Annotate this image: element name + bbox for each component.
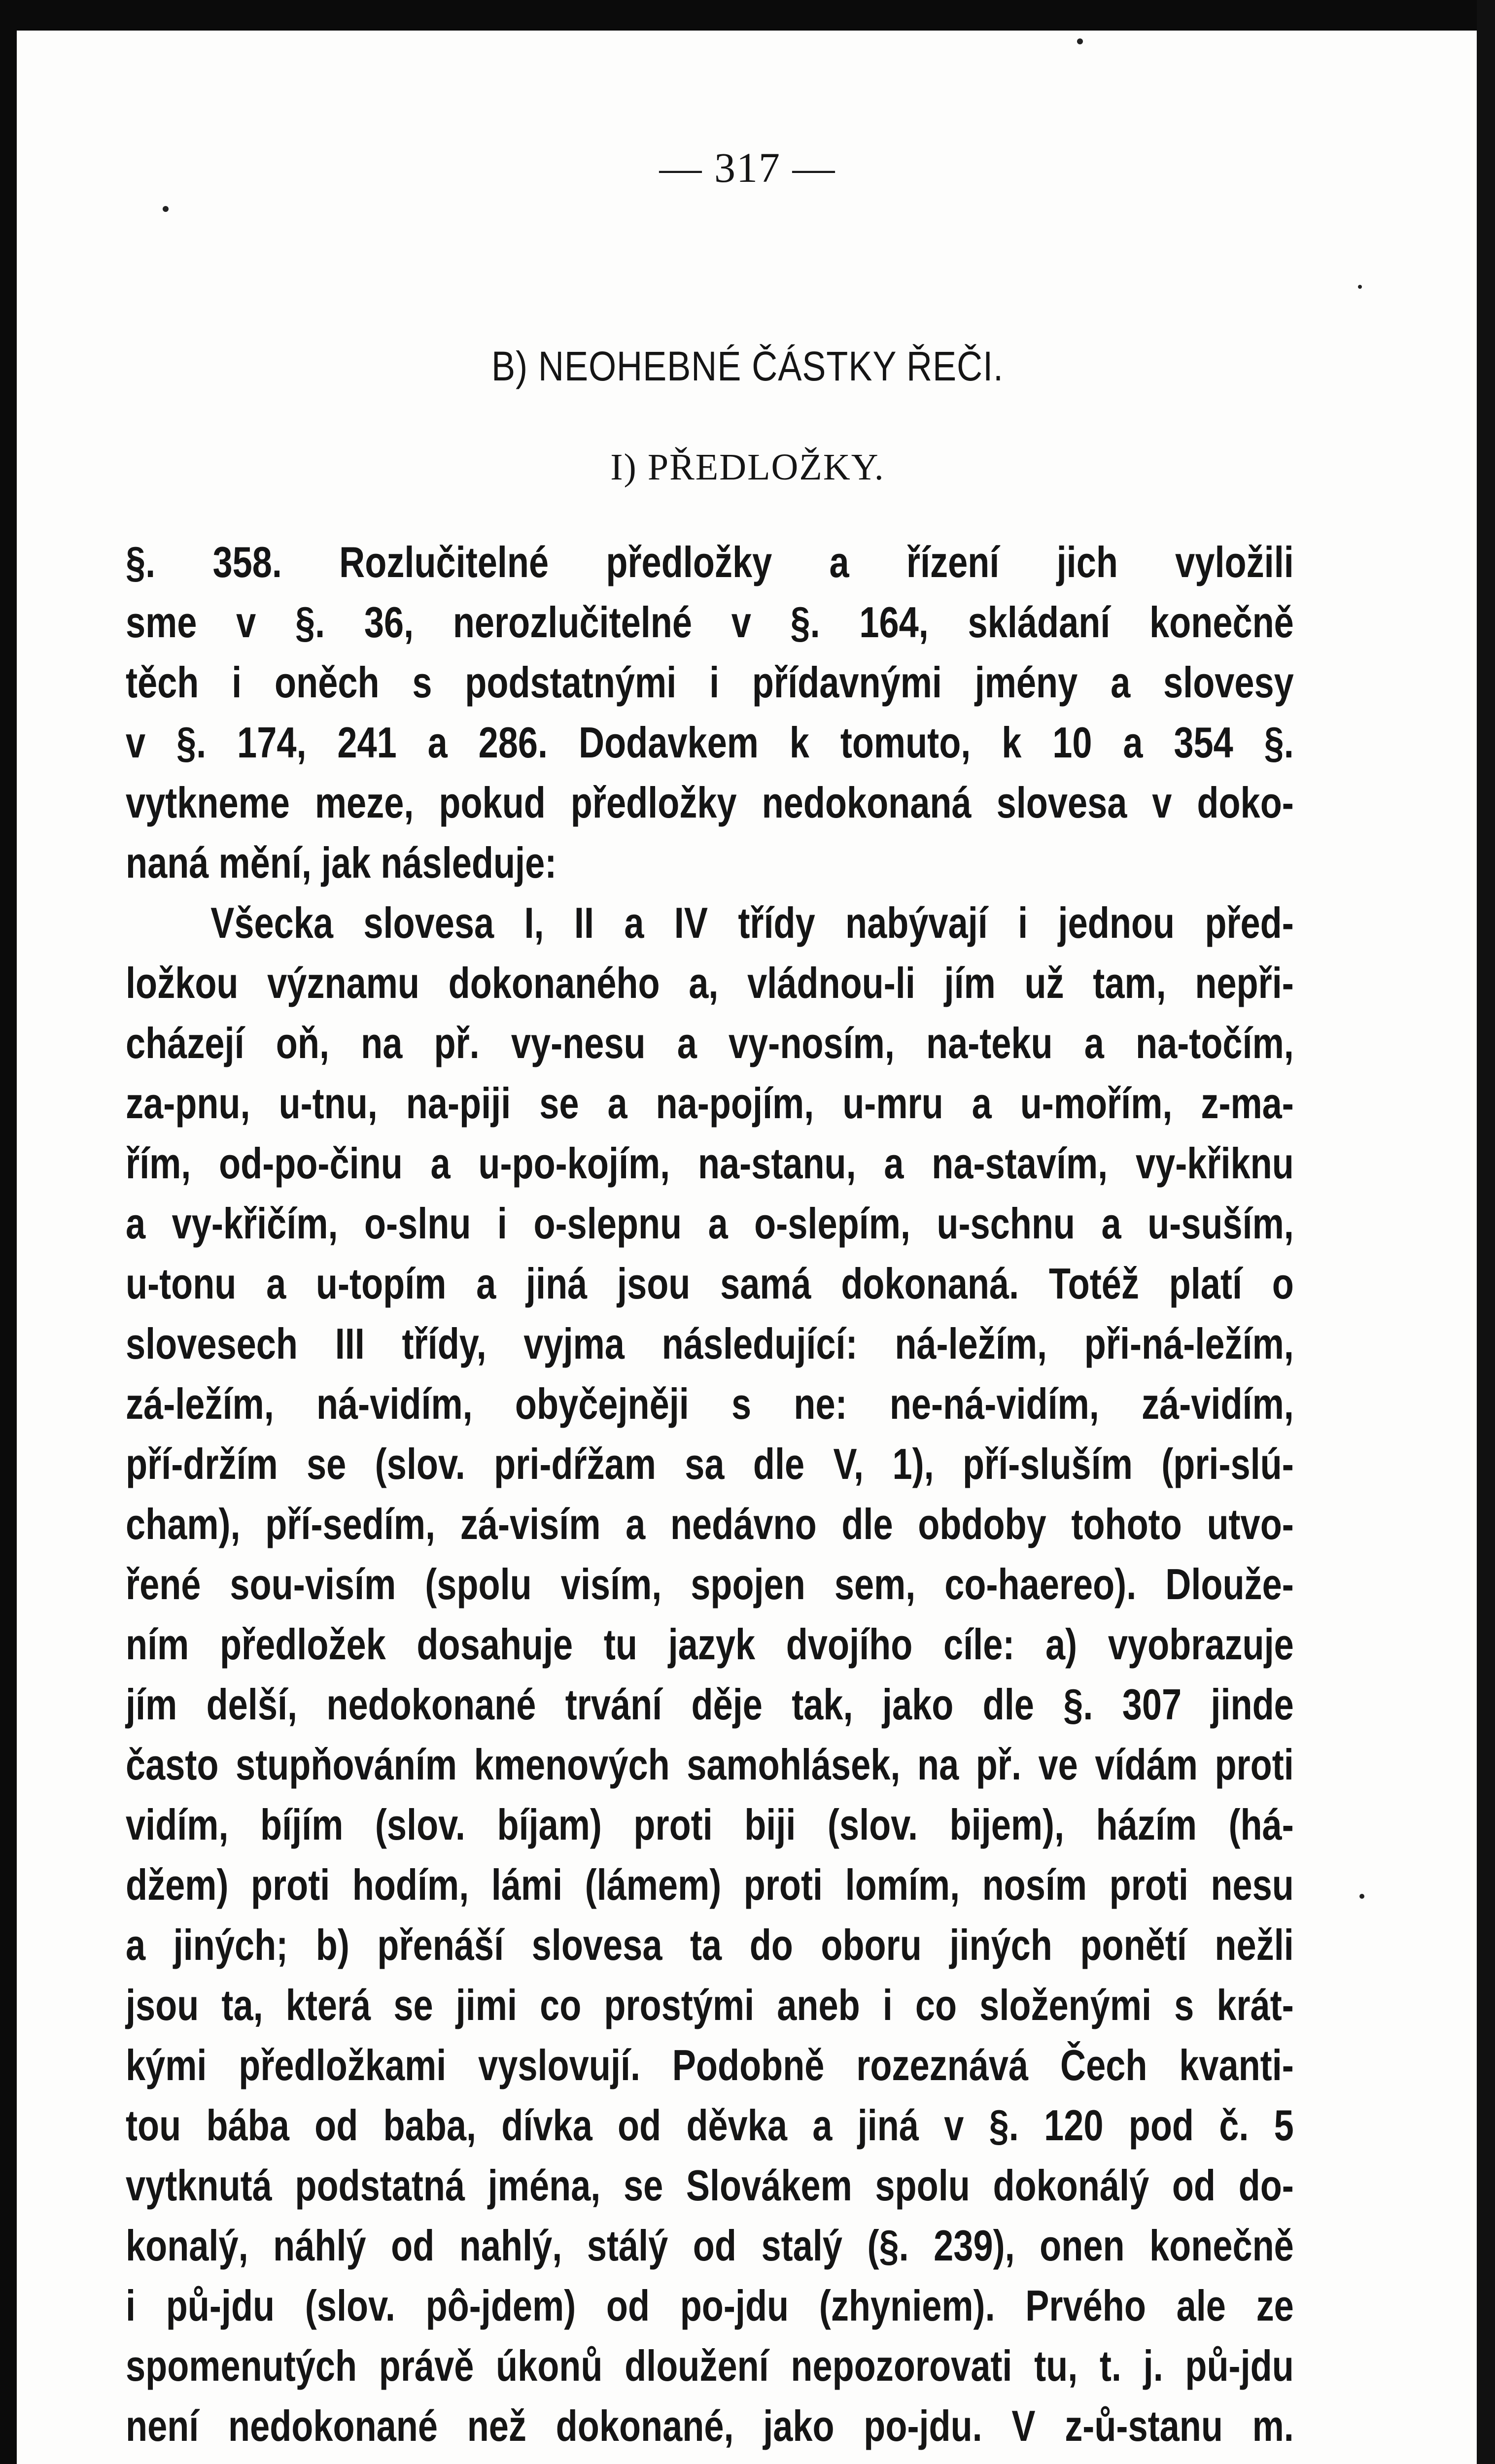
speck-mark <box>1359 1894 1364 1899</box>
text-line: často stupňováním kmenových samohlásek, na př. ve vídám proti <box>126 1740 1294 1789</box>
speck-mark <box>163 206 169 212</box>
body-text <box>126 532 1294 2456</box>
text-line: vytknutá podstatná jména, se Slovákem spolu dokonálý od do- <box>126 2161 1294 2210</box>
text-line: i pů-jdu (slov. pô-jdem) od po-jdu (zhyniem). Prvého ale ze <box>126 2281 1294 2330</box>
speck-mark <box>1077 38 1083 44</box>
text-line: není nedokonané než dokonané, jako po-jdu. V z-ů-stanu m. <box>126 2401 1294 2450</box>
text-line: §. 358. Rozlučitelné předložky a řízení jich vyložili <box>126 538 1294 586</box>
text-line: jsou ta, která se jimi co prostými aneb i co složenými s krát- <box>126 1981 1294 2029</box>
text-line: řím, od-po-činu a u-po-kojím, na-stanu, a na-stavím, vy-křiknu <box>126 1139 1294 1188</box>
text-line: ním předložek dosahuje tu jazyk dvojího cíle: a) vyobrazuje <box>126 1620 1294 1669</box>
text-line: a vy-křičím, o-slnu i o-slepnu a o-slepím, u-schnu a u-suším, <box>126 1199 1294 1248</box>
text-line: naná mění, jak následuje: <box>126 838 557 887</box>
text-line: konalý, náhlý od nahlý, stálý od stalý (§. 239), onen konečně <box>126 2221 1294 2270</box>
text-line: pří-držím se (slov. pri-dŕžam sa dle V, 1), pří-sluším (pri-slú- <box>126 1439 1294 1488</box>
text-line: řené sou-visím (spolu visím, spojen sem, co-haereo). Dlouže- <box>126 1560 1294 1608</box>
text-line: ložkou významu dokonaného a, vládnou-li jím už tam, nepři- <box>126 958 1294 1007</box>
text-line: tou bába od baba, dívka od děvka a jiná v §. 120 pod č. 5 <box>126 2101 1294 2150</box>
text-line: cham), pří-sedím, zá-visím a nedávno dle obdoby tohoto utvo- <box>126 1500 1294 1548</box>
page-number: — 317 — <box>659 144 836 191</box>
text-line: a jiných; b) přenáší slovesa ta do oboru jiných ponětí nežli <box>126 1920 1294 1969</box>
text-line: v §. 174, 241 a 286. Dodavkem k tomuto, k 10 a 354 §. <box>126 718 1294 767</box>
text-line: u-tonu a u-topím a jiná jsou samá dokonaná. Totéž platí o <box>126 1259 1294 1308</box>
text-line: spomenutých právě úkonů dloužení nepozorovati tu, t. j. pů-jdu <box>126 2341 1294 2390</box>
text-line: kými předložkami vyslovují. Podobně rozeznává Čech kvanti- <box>126 2041 1294 2089</box>
text-line: cházejí oň, na př. vy-nesu a vy-nosím, na-teku a na-točím, <box>126 1019 1294 1067</box>
page-binding-edge <box>1477 0 1495 2464</box>
text-line: džem) proti hodím, lámi (lámem) proti lomím, nosím proti nesu <box>126 1860 1294 1909</box>
text-line: vidím, bíjím (slov. bíjam) proti biji (slov. bijem), házím (há- <box>126 1800 1294 1849</box>
speck-mark <box>1358 285 1362 289</box>
text-line: jím delší, nedokonané trvání děje tak, jako dle §. 307 jinde <box>126 1680 1294 1729</box>
section-heading: B) NEOHEBNÉ ČÁSTKY ŘEČI. <box>491 343 1004 389</box>
text-line: vytkneme meze, pokud předložky nedokonaná slovesa v doko- <box>126 778 1294 827</box>
text-line: slovesech III třídy, vyjma následující: ná-ležím, při-ná-ležím, <box>126 1319 1294 1368</box>
text-line: zá-ležím, ná-vidím, obyčejněji s ne: ne-ná-vidím, zá-vidím, <box>126 1379 1294 1428</box>
text-line: sme v §. 36, nerozlučitelné v §. 164, skládaní konečně <box>126 598 1294 647</box>
text-line: Všecka slovesa I, II a IV třídy nabývají i jednou před- <box>210 898 1294 947</box>
subsection-heading: I) PŘEDLOŽKY. <box>610 446 885 488</box>
text-line: těch i oněch s podstatnými i přídavnými jmény a slovesy <box>126 658 1294 707</box>
text-line: za-pnu, u-tnu, na-piji se a na-pojím, u-mru a u-mořím, z-ma- <box>126 1079 1294 1128</box>
